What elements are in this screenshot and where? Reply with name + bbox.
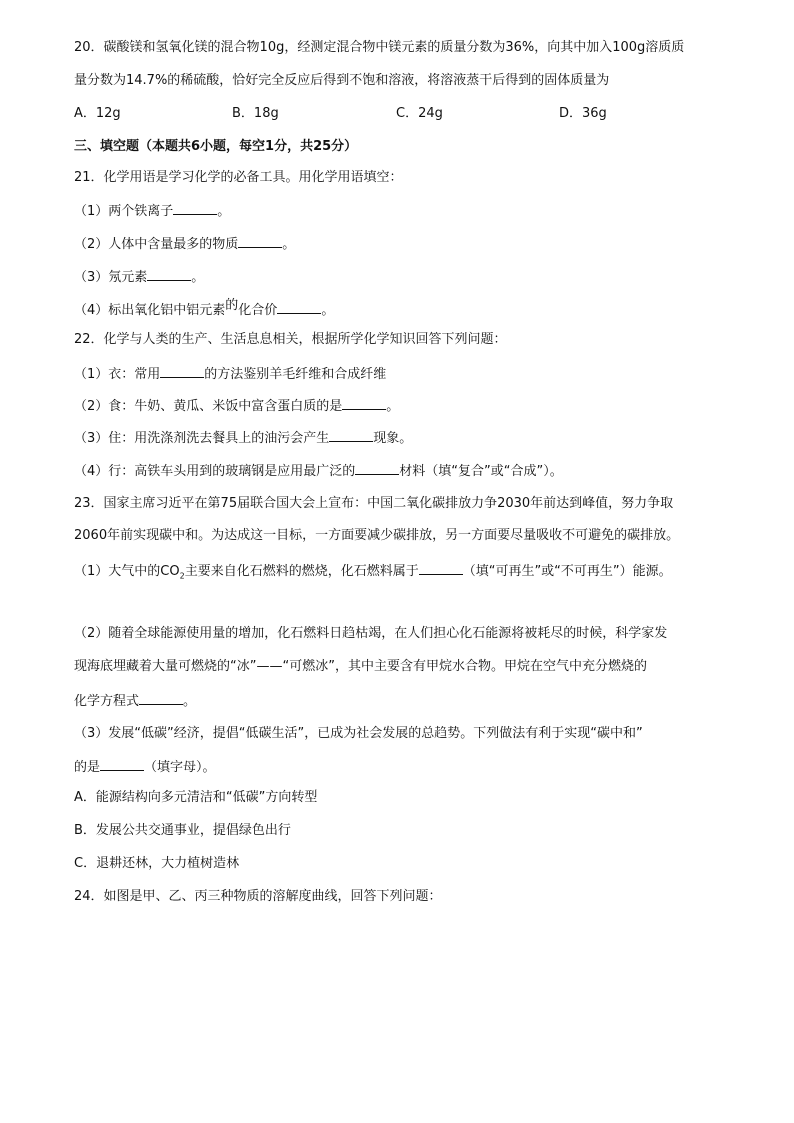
- q23-line2: 2060年前实现碳中和。为达成这一目标，一方面要减少碳排放，另一方面要尽量吸收不可避免的碳排放。: [74, 528, 680, 543]
- answer-blank: [419, 562, 463, 575]
- answer-blank: [329, 429, 373, 442]
- q22-part3: [74, 429, 412, 447]
- q23-line1: 23．国家主席习近平在第75届联合国大会上宣布：中国二氧化碳排放力争2030年前达到峰值，努力争取: [74, 496, 674, 511]
- q20-line2: 量分数为14.7%的稀硫酸，恰好完全反应后得到不饱和溶液，将溶液蒸干后得到的固体质量为: [74, 73, 610, 88]
- text: （1）大气中的CO: [74, 564, 180, 579]
- text: 。: [183, 694, 197, 709]
- text: 的: [225, 298, 239, 313]
- text: （2）人体中含量最多的物质: [74, 237, 239, 252]
- section-heading: 三、填空题（本题共6小题，每空1分，共25分）: [74, 139, 358, 154]
- q23-part1: [74, 562, 672, 585]
- q23-option-c: C．退耕还林，大力植树造林: [74, 856, 240, 871]
- q23-part2-line3: [74, 692, 196, 710]
- q22-part4: [74, 462, 563, 480]
- q22-stem: 22．化学与人类的生产、生活息息相关，根据所学化学知识回答下列问题：: [74, 332, 507, 347]
- text: 。: [282, 237, 296, 252]
- text: （1）两个铁离子: [74, 204, 174, 219]
- subscript: 2: [179, 571, 185, 581]
- text: 材料（填“复合”或“合成”）。: [399, 464, 563, 479]
- text: 化学方程式: [74, 694, 140, 709]
- answer-blank: [147, 268, 191, 281]
- answer-blank: [238, 235, 282, 248]
- option-b: B．18g: [232, 106, 279, 121]
- answer-blank: [160, 365, 204, 378]
- text: 主要来自化石燃料的燃烧，化石燃料属于: [184, 564, 419, 579]
- text: （填“可再生”或“不可再生”）能源。: [462, 564, 672, 579]
- text: （1）衣：常用: [74, 367, 161, 382]
- answer-blank: [100, 758, 144, 771]
- text: 。: [217, 204, 231, 219]
- q23-part2-line2: 现海底埋藏着大量可燃烧的“冰”——“可燃冰”，其中主要含有甲烷水合物。甲烷在空气中充分燃烧的: [74, 659, 647, 674]
- text: 现象。: [373, 431, 413, 446]
- option-d: D．36g: [559, 106, 607, 121]
- q24-stem: 24．如图是甲、乙、丙三种物质的溶解度曲线，回答下列问题：: [74, 889, 442, 904]
- q21-part4: [74, 298, 335, 319]
- q21-part1: [74, 202, 230, 220]
- answer-blank: [139, 692, 183, 705]
- q23-option-a: A．能源结构向多元清洁和“低碳”方向转型: [74, 790, 318, 805]
- option-a: A．12g: [74, 106, 121, 121]
- text: 。: [321, 303, 335, 318]
- text: （4）标出氧化铝中铝元素: [74, 303, 226, 318]
- text: （4）行：高铁车头用到的玻璃钢是应用最广泛的: [74, 464, 356, 479]
- q21-stem: 21．化学用语是学习化学的必备工具。用化学用语填空：: [74, 170, 403, 185]
- text: 的是: [74, 760, 101, 775]
- answer-blank: [173, 202, 217, 215]
- text: （3）住：用洗涤剂洗去餐具上的油污会产生: [74, 431, 330, 446]
- q23-part2-line1: （2）随着全球能源使用量的增加，化石燃料日趋枯竭，在人们担心化石能源将被耗尽的时候，科学家发: [74, 626, 668, 641]
- text: （3）氖元素: [74, 270, 148, 285]
- text: 的方法鉴别羊毛纤维和合成纤维: [204, 367, 387, 382]
- q22-part2: [74, 397, 399, 415]
- text: 化合价: [238, 303, 278, 318]
- q21-part2: [74, 235, 295, 253]
- q23-option-b: B．发展公共交通事业，提倡绿色出行: [74, 823, 291, 838]
- text: （2）食：牛奶、黄瓜、米饭中富含蛋白质的是: [74, 399, 343, 414]
- option-c: C．24g: [396, 106, 443, 121]
- text: 。: [191, 270, 205, 285]
- answer-blank: [355, 462, 399, 475]
- q22-part1: [74, 365, 386, 383]
- answer-blank: [277, 301, 321, 314]
- text: 。: [386, 399, 400, 414]
- q23-part3-line1: （3）发展“低碳”经济，提倡“低碳生活”，已成为社会发展的总趋势。下列做法有利于实现“碳中和”: [74, 726, 643, 741]
- answer-blank: [342, 397, 386, 410]
- text: （填字母）。: [144, 760, 216, 775]
- q20-line1: 20．碳酸镁和氢氧化镁的混合物10g，经测定混合物中镁元素的质量分数为36%，向其中加入100g溶质质: [74, 40, 685, 55]
- q21-part3: [74, 268, 204, 286]
- q23-part3-line2: [74, 758, 216, 776]
